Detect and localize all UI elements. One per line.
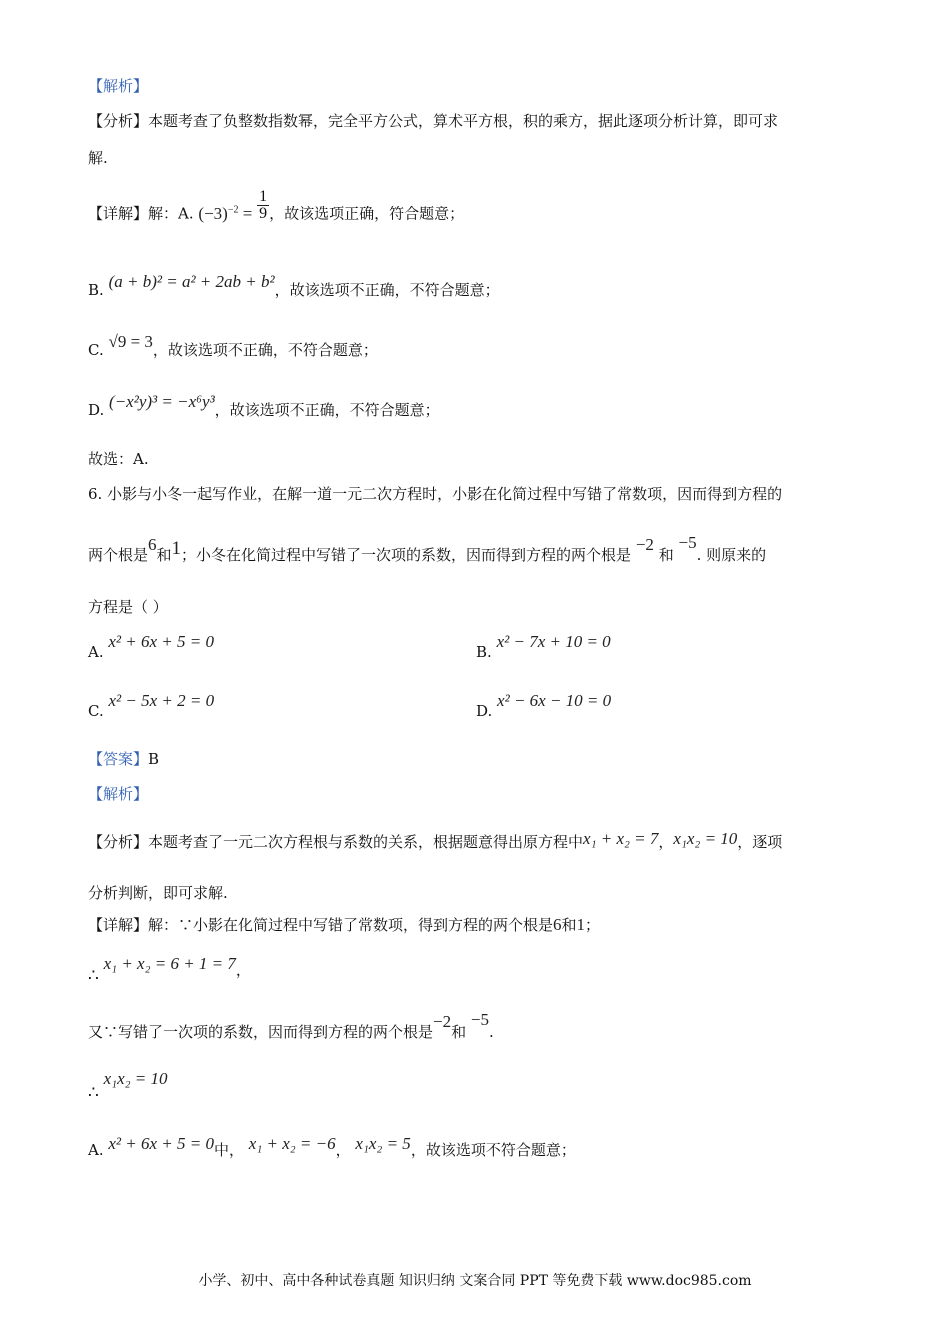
q6-r1: 6 bbox=[148, 535, 157, 554]
c-line bbox=[88, 332, 378, 360]
step2-expr: x₁x₂ = 10 bbox=[103, 1069, 168, 1088]
q6-option-b bbox=[476, 632, 611, 662]
q6-he1: 和 bbox=[156, 546, 172, 564]
b-expr: (a + b)² = a² + 2ab + b² bbox=[108, 272, 275, 291]
q6-line2 bbox=[88, 533, 767, 565]
d-line bbox=[88, 392, 440, 420]
because-text: 又∵写错了一次项的系数，因而得到方程的两个根是 bbox=[88, 1023, 434, 1041]
q6-r4: −5 bbox=[678, 533, 697, 552]
xiangjie2-line bbox=[88, 915, 600, 935]
a-eq: = bbox=[242, 203, 253, 223]
jiexi2-tag: 【解析】 bbox=[88, 785, 149, 803]
xiangjie2-r1: 6 bbox=[553, 915, 562, 934]
fenxi2-tag: 【分析】 bbox=[88, 833, 149, 851]
q6-line2-a: 两个根是 bbox=[88, 546, 149, 564]
optA-comma: ， bbox=[335, 1141, 351, 1159]
fenxi2-line bbox=[88, 829, 783, 852]
fenxi-tag: 【分析】 bbox=[88, 112, 149, 130]
a-numerator: 1 bbox=[259, 188, 268, 206]
fenxi2-expr1: x₁ + x₂ = 7 bbox=[583, 829, 659, 848]
q6-option-a-expr: x² + 6x + 5 = 0 bbox=[108, 632, 214, 651]
optA-e1: x₁ + x₂ = −6 bbox=[248, 1134, 336, 1153]
step1-line bbox=[88, 954, 251, 986]
q6-option-b-label: B. bbox=[476, 643, 492, 661]
a-fraction bbox=[257, 189, 269, 222]
q6-option-d bbox=[476, 691, 612, 721]
optA-analysis-line bbox=[88, 1134, 576, 1160]
a-exponent: −2 bbox=[227, 204, 239, 215]
step1-expr: x₁ + x₂ = 6 + 1 = 7 bbox=[103, 954, 236, 973]
c-label: C. bbox=[88, 341, 104, 359]
a-base: (−3) bbox=[198, 203, 228, 223]
a-expr bbox=[198, 204, 252, 223]
c-expr: √9 = 3 bbox=[108, 332, 153, 351]
optA-end: ，故该选项不符合题意； bbox=[410, 1141, 576, 1159]
step1-end: ， bbox=[235, 961, 251, 979]
because-r2: −5 bbox=[470, 1010, 489, 1029]
b-text: ，故该选项不正确，不符合题意； bbox=[274, 281, 500, 299]
c-text: ，故该选项不正确，不符合题意； bbox=[152, 341, 378, 359]
q6-option-d-label: D. bbox=[476, 702, 493, 720]
xiangjie2-end: ； bbox=[585, 916, 601, 934]
q6-option-c bbox=[88, 691, 215, 721]
xiangjie-tag: 【详解】 bbox=[88, 204, 149, 223]
because-he: 和 bbox=[451, 1023, 467, 1041]
q6-line1: 6. 小影与小冬一起写作业，在解一道一元二次方程时，小影在化简过程中写错了常数项，因而得到方程的 bbox=[88, 485, 783, 503]
fenxi-cont: 解. bbox=[88, 149, 108, 167]
fenxi2-cont: 分析判断，即可求解. bbox=[88, 884, 228, 902]
q6-option-d-expr: x² − 6x − 10 = 0 bbox=[497, 691, 612, 710]
xiangjie-a-line bbox=[88, 188, 465, 224]
because-r1: −2 bbox=[433, 1012, 452, 1031]
b-line bbox=[88, 272, 500, 300]
q6-option-a-label: A. bbox=[88, 643, 104, 661]
xiangjie2-tag: 【详解】 bbox=[88, 916, 149, 934]
q6-he2: 和 bbox=[658, 546, 674, 564]
xiangjie-lead: 解：A. bbox=[148, 204, 194, 223]
fenxi2-end: ，逐项 bbox=[737, 833, 783, 851]
q6-r3: −2 bbox=[635, 535, 654, 554]
a-text: ，故该选项正确，符合题意； bbox=[269, 204, 465, 223]
fenxi-line bbox=[88, 111, 778, 131]
d-text: ，故该选项不正确，不符合题意； bbox=[214, 401, 440, 419]
conclusion: 故选：A. bbox=[88, 450, 149, 468]
optA-label: A. bbox=[88, 1141, 104, 1159]
d-expr: (−x²y)³ = −x⁶y³ bbox=[109, 392, 215, 411]
jiexi-heading bbox=[88, 76, 148, 96]
answer-tag: 【答案】 bbox=[88, 750, 149, 768]
because-line bbox=[88, 1010, 494, 1042]
d-label: D. bbox=[88, 401, 105, 419]
because-end: . bbox=[489, 1023, 494, 1041]
therefore-2: ∴ bbox=[88, 1083, 99, 1103]
q6-option-c-expr: x² − 5x + 2 = 0 bbox=[108, 691, 215, 710]
fenxi2-expr2: x₁x₂ = 10 bbox=[673, 829, 738, 848]
xiangjie2-he: 和 bbox=[561, 916, 577, 934]
answer-value: B bbox=[148, 750, 160, 768]
optA-e2: x₁x₂ = 5 bbox=[355, 1134, 411, 1153]
therefore-1: ∴ bbox=[88, 966, 99, 986]
q6-option-a bbox=[88, 632, 214, 662]
jiexi2-heading bbox=[88, 784, 148, 804]
b-label: B. bbox=[88, 281, 104, 299]
q6-line2-c: . 则原来的 bbox=[696, 546, 767, 564]
fenxi2-text: 本题考查了一元二次方程根与系数的关系，根据题意得出原方程中 bbox=[148, 833, 584, 851]
optA-expr: x² + 6x + 5 = 0 bbox=[108, 1134, 214, 1153]
q6-line3: 方程是（ ） bbox=[88, 598, 168, 616]
q6-option-c-label: C. bbox=[88, 702, 104, 720]
q6-r2: 1 bbox=[171, 538, 182, 559]
answer-line bbox=[88, 749, 159, 769]
page-footer: 小学、初中、高中各种试卷真题 知识归纳 文案合同 PPT 等免费下载 www.doc985.com bbox=[198, 1273, 752, 1289]
jiexi-tag: 【解析】 bbox=[88, 77, 149, 95]
q6-option-b-expr: x² − 7x + 10 = 0 bbox=[496, 632, 611, 651]
fenxi2-comma: ， bbox=[658, 833, 674, 851]
xiangjie2-r2: 1 bbox=[576, 915, 586, 934]
a-denominator: 9 bbox=[259, 205, 268, 223]
q6-line2-b: ；小冬在化简过程中写错了一次项的系数，因而得到方程的两个根是 bbox=[181, 546, 632, 564]
fenxi-text: 本题考查了负整数指数幂，完全平方公式，算术平方根，积的乘方，据此逐项分析计算，即可求 bbox=[148, 112, 779, 130]
xiangjie2-text: 解：∵小影在化简过程中写错了常数项，得到方程的两个根是 bbox=[148, 916, 554, 934]
step2-line bbox=[88, 1069, 168, 1103]
optA-mid: 中， bbox=[214, 1141, 245, 1159]
